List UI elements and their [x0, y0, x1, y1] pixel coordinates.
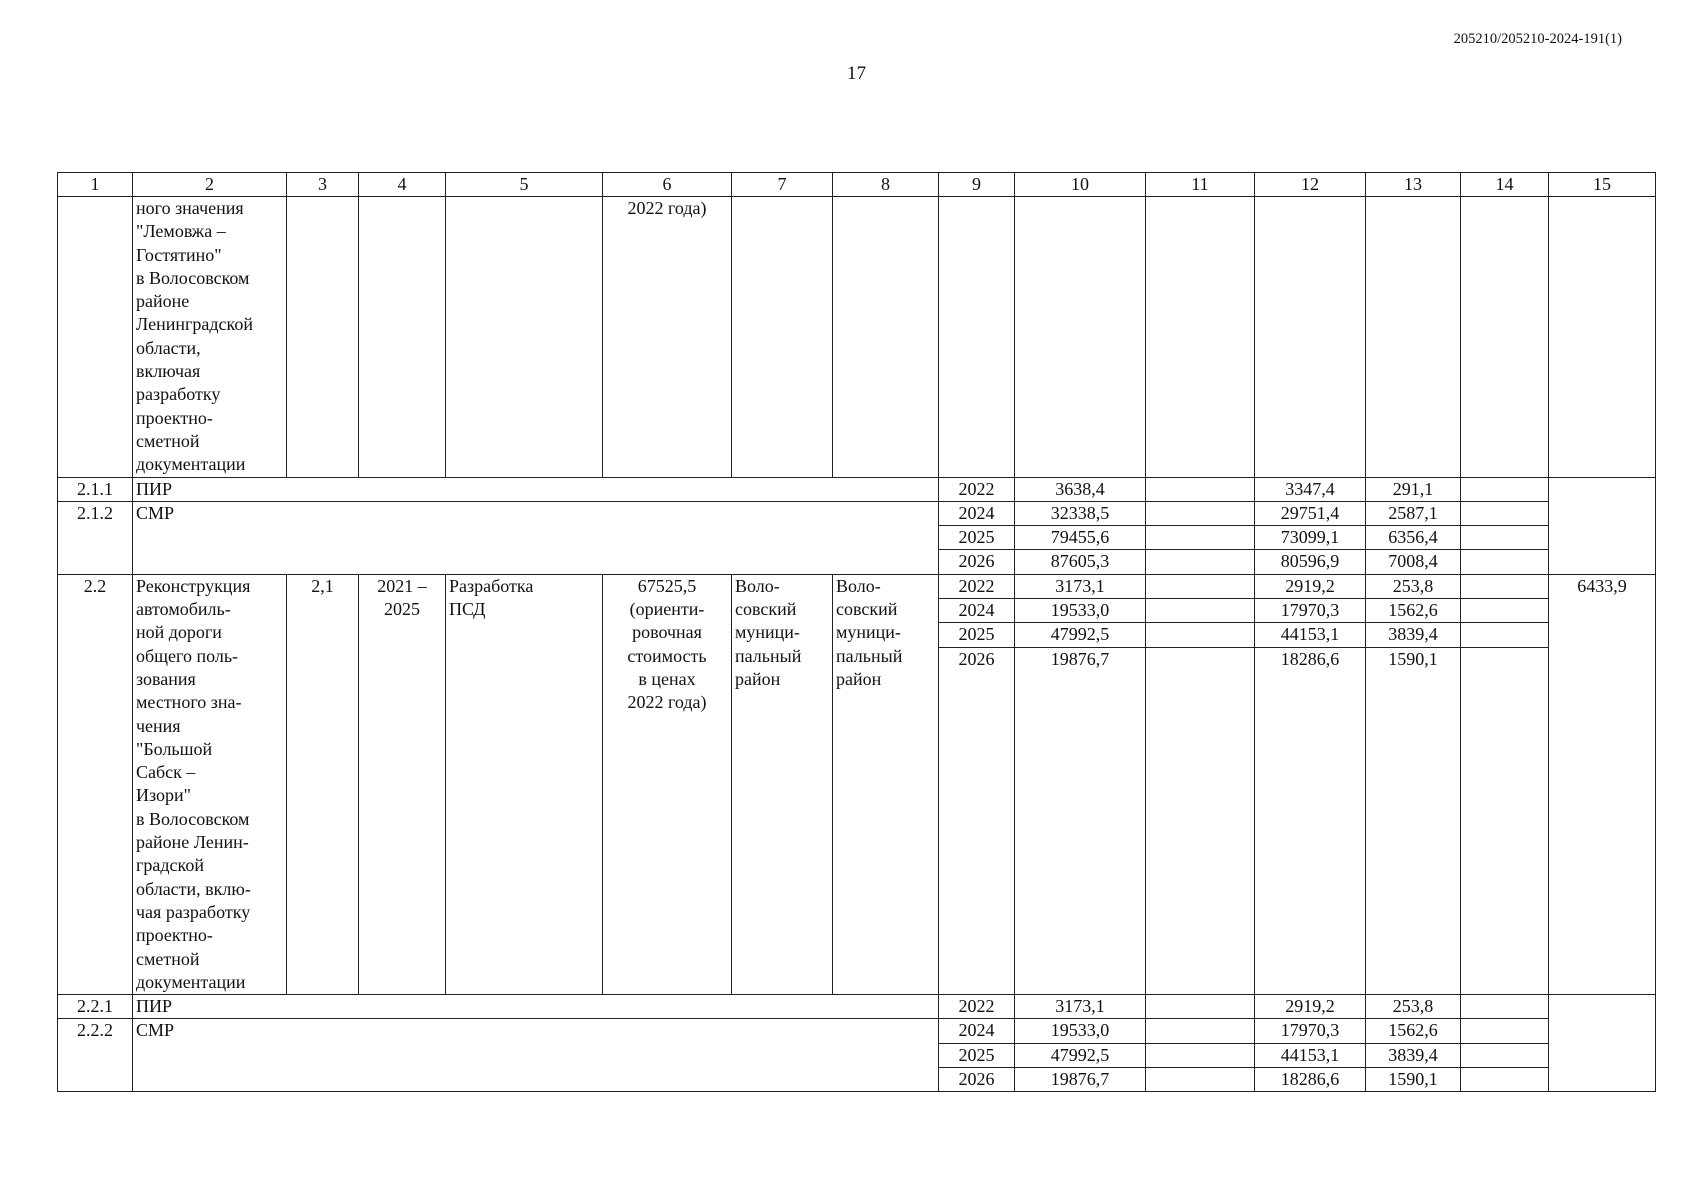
value-cell: [1461, 526, 1549, 550]
table-cell: [1015, 197, 1146, 478]
table-cell: [1366, 197, 1461, 478]
value-cell: 80596,9: [1255, 550, 1366, 574]
continuation-description: ного значения "Лемовжа – Гостятино" в Волосовском районе Ленинградской области, включая разработку проектно- сметной документации: [133, 197, 287, 478]
column-number: 11: [1146, 173, 1255, 197]
value-cell: 2919,2: [1255, 995, 1366, 1019]
value-cell: 17970,3: [1255, 599, 1366, 623]
table-cell: [1549, 197, 1656, 478]
table-row: [58, 477, 1656, 501]
value-cell: [1146, 1067, 1255, 1091]
year-cell: 2025: [939, 1043, 1015, 1067]
value-cell: 2587,1: [1366, 501, 1461, 525]
total-cell: 79455,6: [1015, 526, 1146, 550]
value-cell: 253,8: [1366, 574, 1461, 598]
value-cell: [1146, 526, 1255, 550]
value-cell: 7008,4: [1366, 550, 1461, 574]
year-cell: 2026: [939, 1067, 1015, 1091]
column-number: 15: [1549, 173, 1656, 197]
value-cell: 6356,4: [1366, 526, 1461, 550]
table-cell: [287, 197, 359, 478]
value-cell: [1146, 574, 1255, 598]
column-number: 12: [1255, 173, 1366, 197]
item-number: 2.2.1: [58, 995, 133, 1019]
table-cell: [359, 197, 446, 478]
value-cell: [1461, 647, 1549, 994]
value-cell: 17970,3: [1255, 1019, 1366, 1043]
value-cell: 1590,1: [1366, 1067, 1461, 1091]
year-cell: 2022: [939, 477, 1015, 501]
value-cell: 29751,4: [1255, 501, 1366, 525]
customer-cell: Воло- совский муници- пальный район: [732, 574, 833, 994]
total-cell: 19533,0: [1015, 599, 1146, 623]
value-cell: [1146, 1019, 1255, 1043]
item-number: 2.1.1: [58, 477, 133, 501]
table-cell: [833, 197, 939, 478]
value-cell: [1461, 477, 1549, 501]
item-number-cell: [58, 197, 133, 478]
value-cell: [1461, 995, 1549, 1019]
value-cell: [1461, 1019, 1549, 1043]
value-cell: [1461, 501, 1549, 525]
value-cell: 253,8: [1366, 995, 1461, 1019]
table-row: [58, 1019, 1656, 1043]
value-cell: 2919,2: [1255, 574, 1366, 598]
column-number: 10: [1015, 173, 1146, 197]
value-cell: 291,1: [1366, 477, 1461, 501]
column-number: 1: [58, 173, 133, 197]
year-cell: 2024: [939, 501, 1015, 525]
column-number: 5: [446, 173, 603, 197]
table-cell: [732, 197, 833, 478]
column-number: 7: [732, 173, 833, 197]
col15-value: 6433,9: [1549, 574, 1656, 994]
work-type-label: ПИР: [133, 477, 939, 501]
value-cell: 44153,1: [1255, 1043, 1366, 1067]
table-cell: [939, 197, 1015, 478]
total-cell: 47992,5: [1015, 1043, 1146, 1067]
total-cell: 3638,4: [1015, 477, 1146, 501]
value-cell: [1461, 550, 1549, 574]
year-cell: 2024: [939, 599, 1015, 623]
item-number: 2.2.2: [58, 1019, 133, 1092]
column-number: 3: [287, 173, 359, 197]
value-cell: 3347,4: [1255, 477, 1366, 501]
table-cell: [1146, 197, 1255, 478]
continuation-cost-note: 2022 года): [603, 197, 732, 478]
value-cell: [1146, 647, 1255, 994]
item-number: 2.1.2: [58, 501, 133, 574]
total-cell: 19876,7: [1015, 1067, 1146, 1091]
year-cell: 2026: [939, 550, 1015, 574]
value-cell: [1461, 1067, 1549, 1091]
work-type-label: СМР: [133, 501, 939, 574]
total-cell: 87605,3: [1015, 550, 1146, 574]
value-cell: [1146, 995, 1255, 1019]
year-cell: 2022: [939, 995, 1015, 1019]
value-cell: 1590,1: [1366, 647, 1461, 994]
column-number: 13: [1366, 173, 1461, 197]
col3-value: 2,1: [287, 574, 359, 994]
column-number: 9: [939, 173, 1015, 197]
work-type-label: СМР: [133, 1019, 939, 1092]
value-cell: [1146, 477, 1255, 501]
value-cell: 73099,1: [1255, 526, 1366, 550]
item-number: 2.2: [58, 574, 133, 994]
value-cell: [1146, 550, 1255, 574]
total-cell: 47992,5: [1015, 623, 1146, 647]
continuation-row: [58, 197, 1656, 478]
value-cell: [1146, 501, 1255, 525]
work-type-label: ПИР: [133, 995, 939, 1019]
column-number: 6: [603, 173, 732, 197]
total-cell: 3173,1: [1015, 574, 1146, 598]
table-row: [58, 574, 1656, 598]
period-cell: 2021 – 2025: [359, 574, 446, 994]
column-number: 14: [1461, 173, 1549, 197]
column-number: 2: [133, 173, 287, 197]
value-cell: 18286,6: [1255, 647, 1366, 994]
column-number-row: [58, 173, 1656, 197]
value-cell: 3839,4: [1366, 1043, 1461, 1067]
value-cell: 44153,1: [1255, 623, 1366, 647]
value-cell: 18286,6: [1255, 1067, 1366, 1091]
year-cell: 2024: [939, 1019, 1015, 1043]
total-cell: 3173,1: [1015, 995, 1146, 1019]
value-cell: [1146, 1043, 1255, 1067]
year-cell: 2025: [939, 623, 1015, 647]
cost-cell: 67525,5 (ориенти- ровочная стоимость в ценах 2022 года): [603, 574, 732, 994]
column-number: 4: [359, 173, 446, 197]
value-cell: [1461, 574, 1549, 598]
year-cell: 2025: [939, 526, 1015, 550]
table-row: [58, 995, 1656, 1019]
merged-col15-cell: [1549, 995, 1656, 1092]
table-cell: [1255, 197, 1366, 478]
year-cell: 2022: [939, 574, 1015, 598]
value-cell: 3839,4: [1366, 623, 1461, 647]
value-cell: [1146, 623, 1255, 647]
program-table: [57, 172, 1656, 1092]
value-cell: 1562,6: [1366, 1019, 1461, 1043]
value-cell: [1146, 599, 1255, 623]
stage-cell: Разработка ПСД: [446, 574, 603, 994]
merged-col15-cell: [1549, 477, 1656, 574]
page-number: 17: [847, 63, 866, 84]
value-cell: [1461, 599, 1549, 623]
year-cell: 2026: [939, 647, 1015, 994]
value-cell: [1461, 1043, 1549, 1067]
executor-cell: Воло- совский муници- пальный район: [833, 574, 939, 994]
table-row: [58, 501, 1656, 525]
item-description: Реконструкция автомобиль- ной дороги общего поль- зования местного зна- чения "Большой Сабск – Изори" в Волосовском районе Ленин- градской области, вклю- чая разработку проектно- сметной документации: [133, 574, 287, 994]
document-number: 205210/205210-2024-191(1): [1453, 31, 1622, 47]
table-cell: [1461, 197, 1549, 478]
value-cell: [1461, 623, 1549, 647]
value-cell: 1562,6: [1366, 599, 1461, 623]
column-number: 8: [833, 173, 939, 197]
total-cell: 19876,7: [1015, 647, 1146, 994]
total-cell: 32338,5: [1015, 501, 1146, 525]
table-cell: [446, 197, 603, 478]
total-cell: 19533,0: [1015, 1019, 1146, 1043]
